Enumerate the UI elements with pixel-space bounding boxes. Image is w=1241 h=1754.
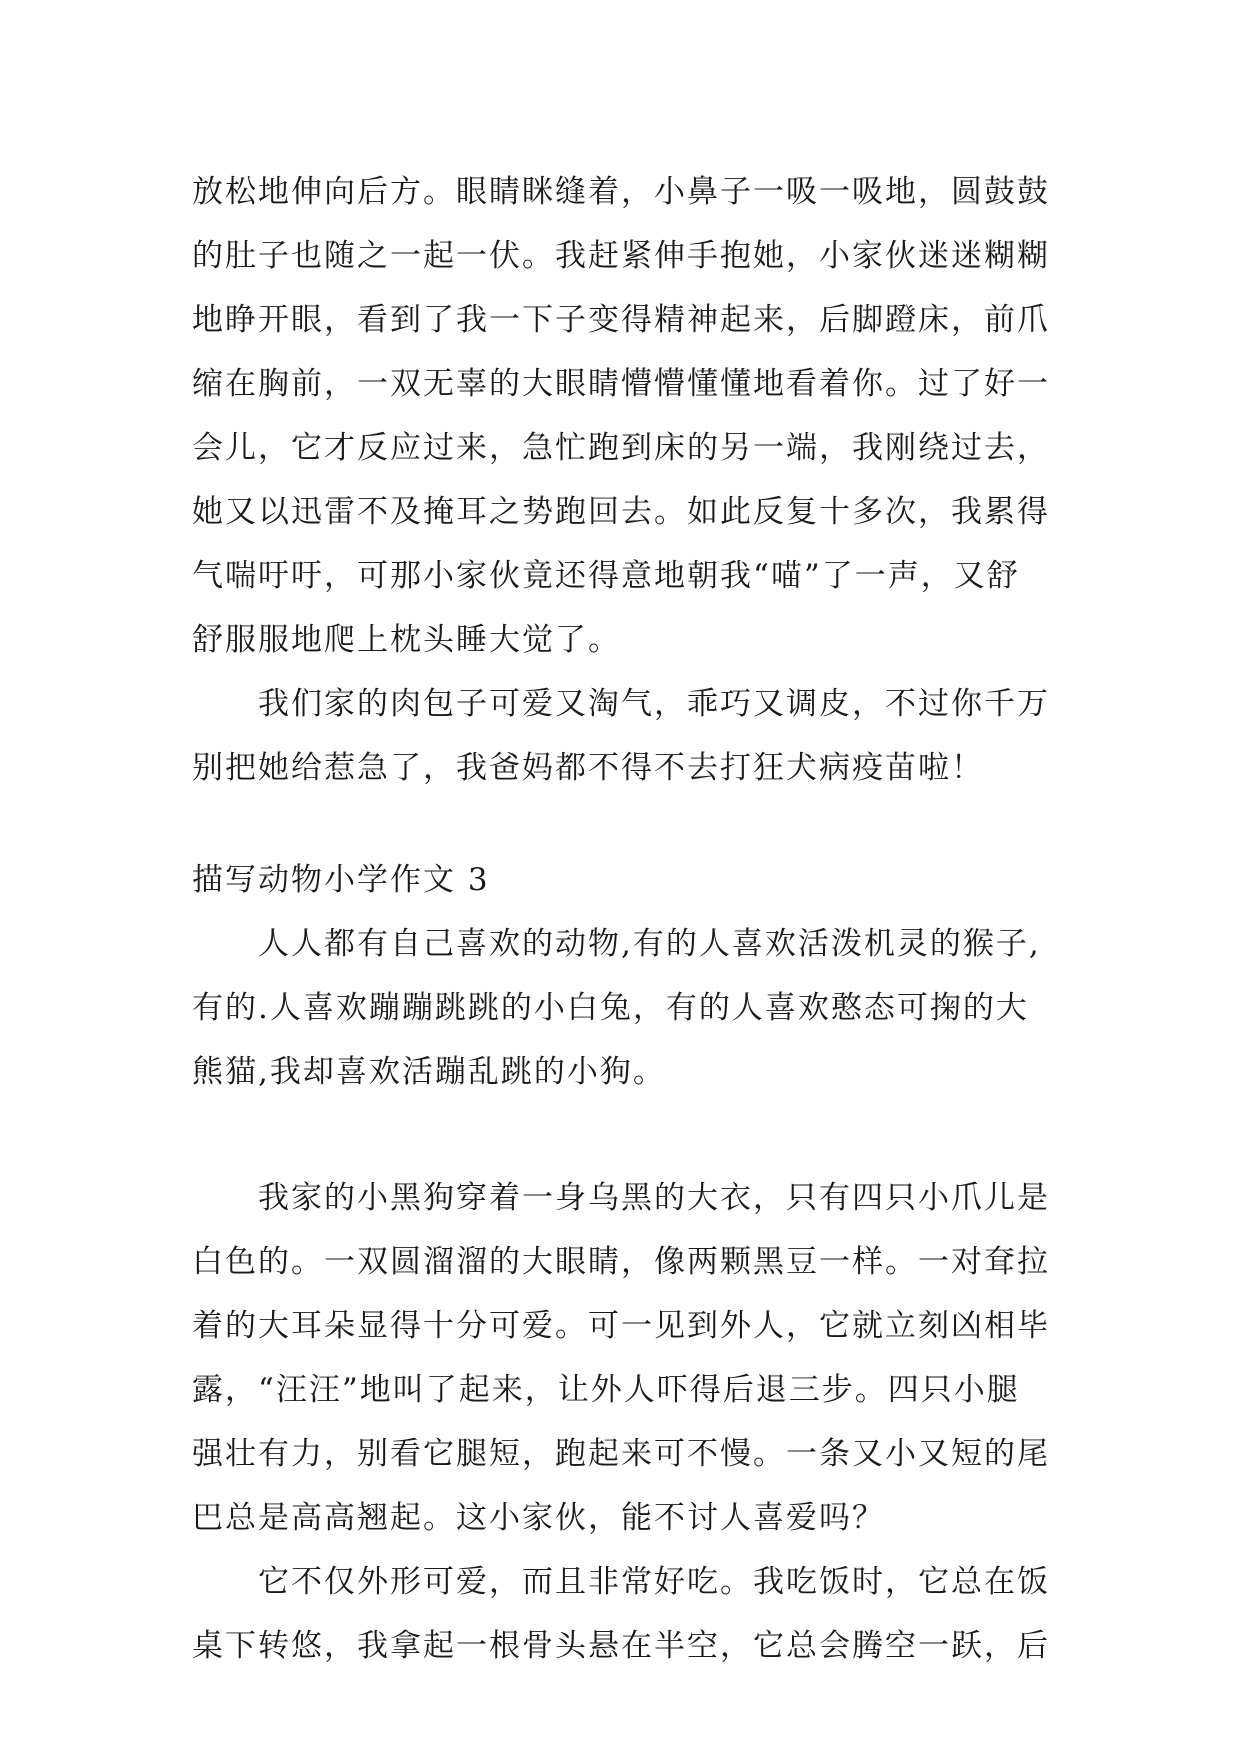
text-line: 白色的。一双圆溜溜的大眼睛，像两颗黑豆一样。一对耷拉 — [192, 1244, 1050, 1280]
description-paragraph — [192, 1166, 1052, 1550]
text-line: 巴总是高高翘起。这小家伙，能不讨人喜爱吗？ — [192, 1500, 885, 1536]
text-line: 人人都有自己喜欢的动物,有的人喜欢活泼机灵的猴子, — [192, 926, 1041, 962]
text-line: 我们家的肉包子可爱又淘气，乖巧又调皮，不过你千万 — [192, 686, 1050, 722]
text-line: 会儿，它才反应过来，急忙跑到床的另一端，我刚绕过去， — [192, 430, 1050, 466]
text-line: 露，“汪汪”地叫了起来，让外人吓得后退三步。四只小腿 — [192, 1372, 1020, 1408]
text-line: 桌下转悠，我拿起一根骨头悬在半空，它总会腾空一跃，后 — [192, 1628, 1050, 1664]
text-line: 她又以迅雷不及掩耳之势跑回去。如此反复十多次，我累得 — [192, 494, 1050, 530]
text-line: 的肚子也随之一起一伏。我赶紧伸手抱她，小家伙迷迷糊糊 — [192, 238, 1050, 274]
section-title: 描写动物小学作文 3 — [192, 862, 490, 898]
text-line: 我家的小黑狗穿着一身乌黑的大衣，只有四只小爪儿是 — [192, 1180, 1050, 1216]
intro-paragraph — [192, 912, 1052, 1104]
text-line: 缩在胸前，一双无辜的大眼睛懵懵懂懂地看着你。过了好一 — [192, 366, 1050, 402]
closing-paragraph — [192, 672, 1052, 800]
eating-paragraph — [192, 1550, 1052, 1678]
text-line: 别把她给惹急了，我爸妈都不得不去打狂犬病疫苗啦！ — [192, 750, 984, 786]
text-line: 地睁开眼，看到了我一下子变得精神起来，后脚蹬床，前爪 — [192, 302, 1050, 338]
document-page — [192, 160, 1052, 1678]
text-line: 舒服服地爬上枕头睡大觉了。 — [192, 622, 621, 658]
text-line: 它不仅外形可爱，而且非常好吃。我吃饭时，它总在饭 — [192, 1564, 1050, 1600]
spacer — [192, 800, 1052, 848]
text-line: 熊猫,我却喜欢活蹦乱跳的小狗。 — [192, 1054, 666, 1090]
text-line: 强壮有力，别看它腿短，跑起来可不慢。一条又小又短的尾 — [192, 1436, 1050, 1472]
spacer — [192, 1104, 1052, 1166]
text-line: 气喘吁吁，可那小家伙竟还得意地朝我“喵”了一声，又舒 — [192, 558, 1020, 594]
text-line: 着的大耳朵显得十分可爱。可一见到外人，它就立刻凶相毕 — [192, 1308, 1050, 1344]
text-line: 有的.人喜欢蹦蹦跳跳的小白兔，有的人喜欢憨态可掬的大 — [192, 990, 1029, 1026]
previous-section-paragraph — [192, 160, 1052, 672]
text-line: 放松地伸向后方。眼睛眯缝着，小鼻子一吸一吸地，圆鼓鼓 — [192, 174, 1050, 210]
